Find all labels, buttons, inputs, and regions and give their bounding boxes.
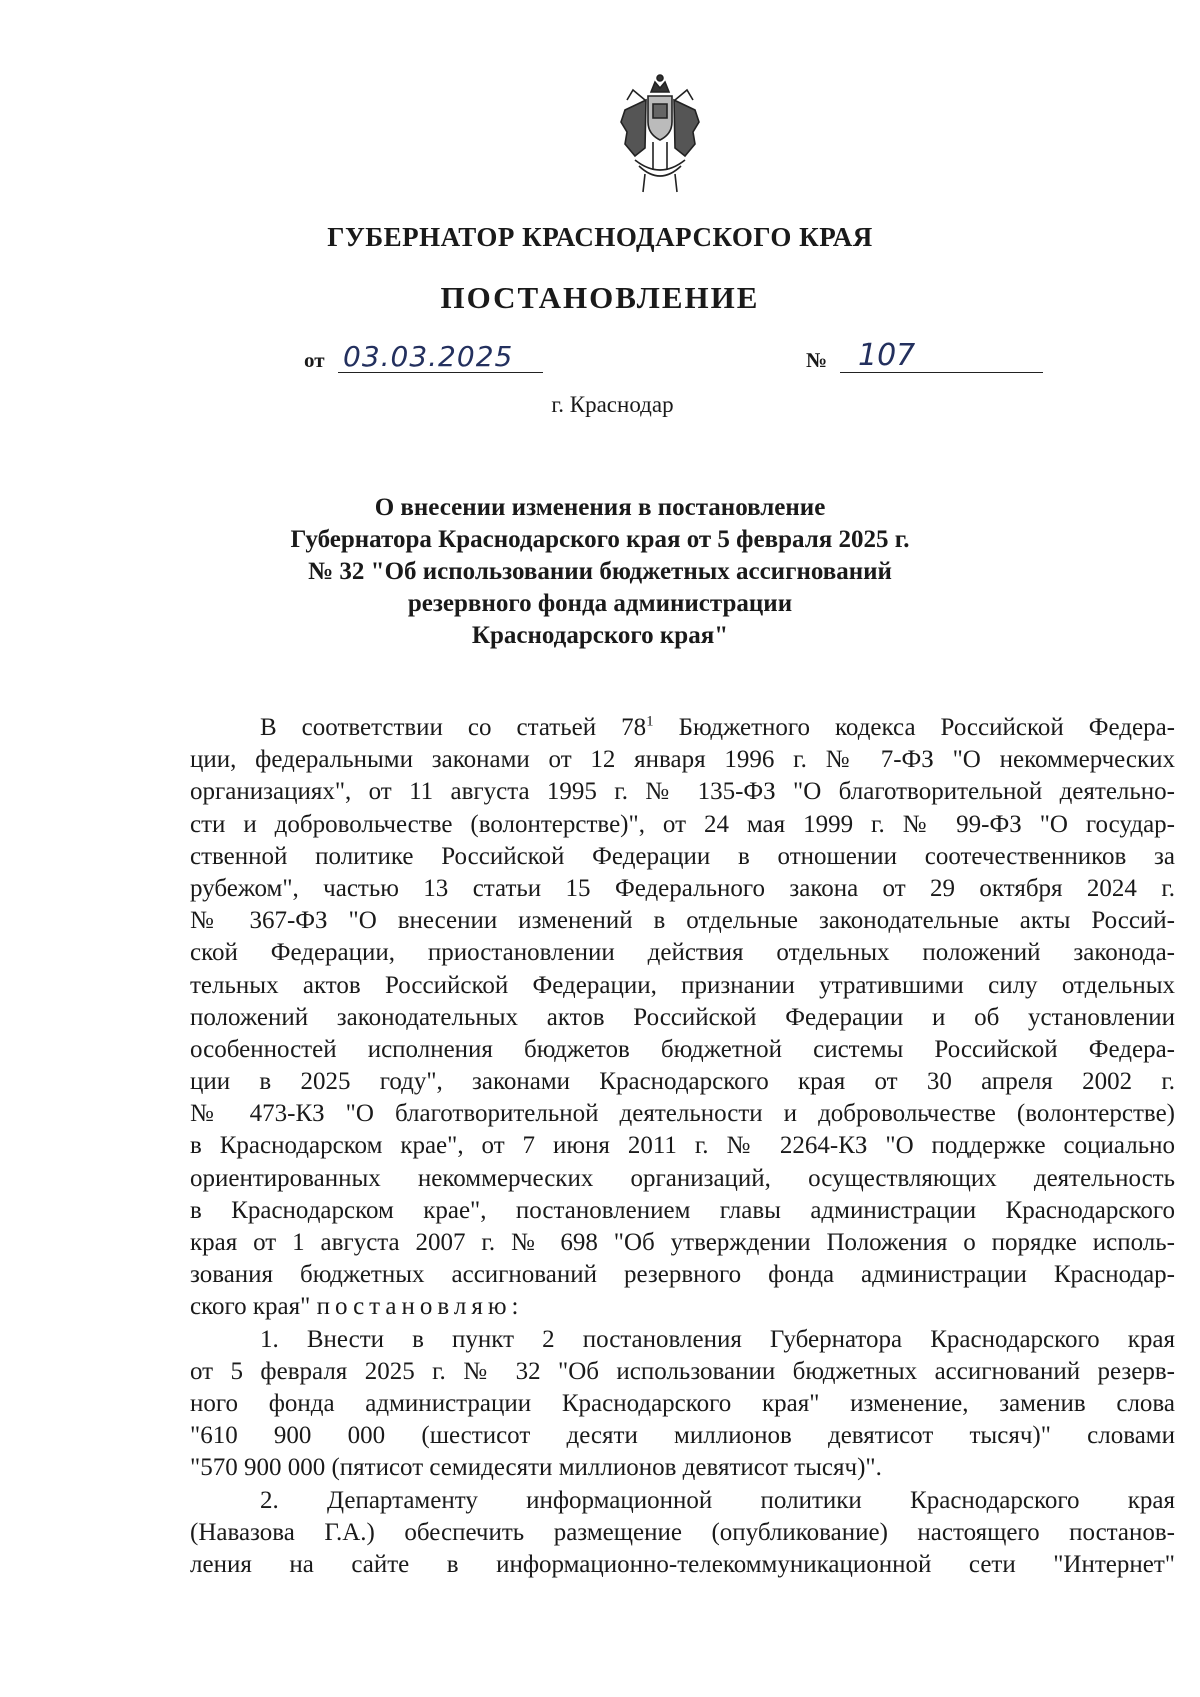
krasnodar-coat-of-arms-emblem xyxy=(615,70,705,200)
subject-line: резервного фонда администрации xyxy=(407,590,793,617)
document-body xyxy=(190,712,1175,1581)
resolution-word: постановляю: xyxy=(316,1293,524,1321)
item-1-line: "610 900 000 (шестисот десяти миллионов девятисот тысяч)" словами xyxy=(190,1422,1175,1450)
item-1-line: ного фонда администрации Краснодарского края" изменение, заменив слова xyxy=(190,1389,1175,1417)
item-1-line: 1. Внести в пункт 2 постановления Губернатора Краснодарского края xyxy=(260,1325,1175,1353)
preamble-line: № 367-ФЗ "О внесении изменений в отдельные законодательные акты Россий- xyxy=(190,907,1175,935)
subject-line: Губернатора Краснодарского края от 5 февраля 2025 г. xyxy=(290,526,910,553)
date-number-row xyxy=(0,338,1200,382)
text-fragment: Бюджетного кодекса Российской Федера- xyxy=(653,714,1175,741)
text-fragment: ского края" xyxy=(190,1293,317,1321)
preamble-line: ции в 2025 году", законами Краснодарского края от 30 апреля 2002 г. xyxy=(190,1068,1175,1096)
subject-line: Краснодарского края" xyxy=(471,622,729,649)
subject-line: № 32 "Об использовании бюджетных ассигнований xyxy=(308,558,892,585)
item-2-line: ления на сайте в информационно-телекоммуникационной сети "Интернет" xyxy=(190,1550,1175,1578)
preamble-line: № 473-КЗ "О благотворительной деятельности и добровольчестве (волонтерстве) xyxy=(190,1100,1175,1128)
handwritten-number: 107 xyxy=(858,338,916,373)
preamble-line: положений законодательных актов Российской Федерации и об установлении xyxy=(190,1003,1175,1031)
preamble-first-line xyxy=(190,712,1175,744)
preamble-line: ориентированных некоммерческих организаций, осуществляющих деятельность xyxy=(190,1164,1175,1192)
preamble-line: ственной политике Российской Федерации в отношении соотечественников за xyxy=(190,842,1175,870)
preamble-last-line xyxy=(190,1291,1175,1323)
preamble-line: рубежом", частью 13 статьи 15 Федерального закона от 29 октября 2024 г. xyxy=(190,874,1175,902)
subject-line: О внесении изменения в постановление xyxy=(374,494,826,521)
city-of-issue: г. Краснодар xyxy=(551,392,674,417)
item-2-line: 2. Департаменту информационной политики Краснодарского края xyxy=(260,1486,1175,1514)
preamble-line: ской Федерации, приостановлении действия отдельных положений законода- xyxy=(190,939,1175,967)
number-label: № xyxy=(806,348,828,372)
preamble-line: зования бюджетных ассигнований резервного фонда администрации Краснодар- xyxy=(190,1261,1175,1289)
preamble-line: края от 1 августа 2007 г. № 698 "Об утверждении Положения о порядке исполь- xyxy=(190,1229,1175,1256)
preamble-line: ции, федеральными законами от 12 января 1996 г. № 7-ФЗ "О некоммерческих xyxy=(190,746,1175,774)
article-superscript: 1 xyxy=(646,713,654,730)
item-1-line: от 5 февраля 2025 г. № 32 "Об использовании бюджетных ассигнований резерв- xyxy=(190,1357,1175,1385)
item-1-line: "570 900 000 (пятисот семидесяти миллионов девятисот тысяч)". xyxy=(190,1454,882,1482)
preamble-line: в Краснодарском крае", от 7 июня 2011 г. № 2264-КЗ "О поддержке социально xyxy=(190,1132,1175,1160)
item-2-line: (Навазова Г.А.) обеспечить размещение (опубликование) настоящего постанов- xyxy=(190,1518,1175,1546)
preamble-line: в Краснодарском крае", постановлением главы администрации Краснодарского xyxy=(190,1196,1175,1224)
preamble-line: сти и добровольчестве (волонтерстве)", от 24 мая 1999 г. № 99-ФЗ "О государ- xyxy=(190,810,1175,838)
document-type-title: ПОСТАНОВЛЕНИЕ xyxy=(440,280,760,315)
preamble-line: тельных актов Российской Федерации, признании утратившими силу отдельных xyxy=(190,971,1175,999)
document-subject xyxy=(250,492,950,652)
preamble-line: особенностей исполнения бюджетов бюджетной системы Российской Федера- xyxy=(190,1035,1175,1063)
preamble-line: организациях", от 11 августа 1995 г. № 135-ФЗ "О благотворительной деятельно- xyxy=(190,778,1175,806)
text-fragment: В соответствии со статьей 78 xyxy=(260,714,647,741)
handwritten-date: 03.03.2025 xyxy=(343,340,514,373)
date-label: от xyxy=(304,348,325,372)
issuing-authority: ГУБЕРНАТОР КРАСНОДАРСКОГО КРАЯ xyxy=(327,222,873,252)
